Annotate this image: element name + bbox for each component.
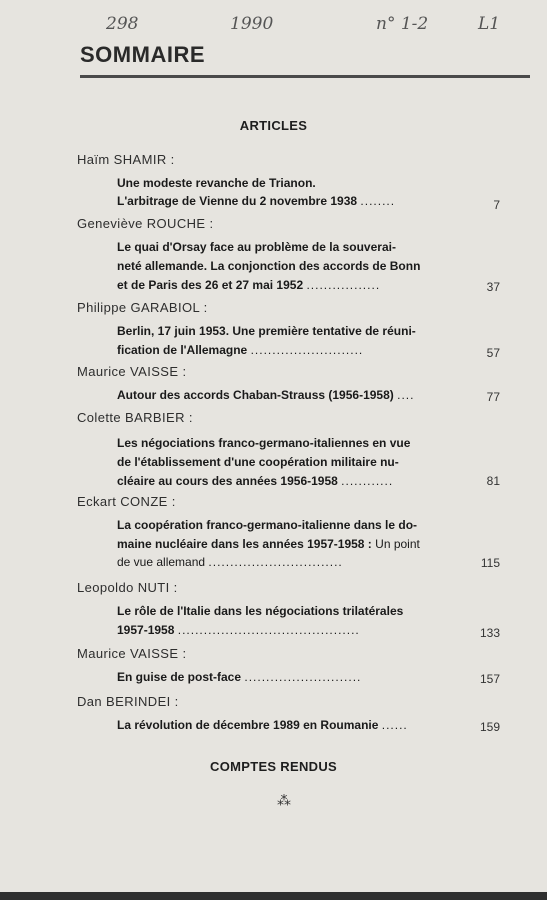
leader-dots: ......	[381, 718, 408, 732]
leader-dots: ..........................	[250, 343, 364, 357]
entry-title-line: Le quai d'Orsay face au problème de la souverai-	[117, 240, 396, 254]
entry-title-line	[117, 474, 393, 488]
entry-title-line: Le rôle de l'Italie dans les négociations trilatérales	[117, 604, 404, 618]
entry-title-line: neté allemande. La conjonction des accords de Bonn	[117, 259, 421, 273]
page-number: 77	[486, 390, 500, 404]
entry-title-line: Les négociations franco-germano-italiennes en vue	[117, 436, 411, 450]
leader-dots: ........	[360, 194, 396, 208]
entry-author: Maurice VAISSE :	[77, 364, 187, 379]
entry-title-text: cléaire au cours des années 1956-1958	[117, 474, 338, 488]
entry-title-line	[117, 278, 380, 292]
leader-dots: ..........................................	[177, 623, 360, 637]
page-title: SOMMAIRE	[80, 42, 205, 67]
page-number: 115	[480, 556, 500, 570]
entry-title-text: fication de l'Allemagne	[117, 343, 248, 357]
entry-author: Colette BARBIER :	[77, 410, 193, 425]
entry-title-suffix: Un point	[375, 537, 420, 551]
asterism-ornament: ⁂	[277, 792, 291, 808]
entry-title-text: L'arbitrage de Vienne du 2 novembre 1938	[117, 194, 358, 208]
comptes-rendus-heading: COMPTES RENDUS	[210, 759, 337, 774]
articles-heading: ARTICLES	[239, 118, 308, 133]
leader-dots: ...........................	[244, 670, 362, 684]
entry-title-line: La coopération franco-germano-italienne dans le do-	[117, 518, 418, 532]
entry-title-text: maine nucléaire dans les années 1957-1958 :	[117, 537, 372, 551]
entry-title-text: En guise de post-face	[117, 670, 242, 684]
page-number: 7	[493, 198, 500, 212]
entry-title-line	[117, 537, 420, 551]
leader-dots: ....	[397, 388, 415, 402]
entry-title-line	[117, 623, 360, 637]
page-number: 159	[479, 720, 500, 734]
entry-title-text: Autour des accords Chaban-Strauss (1956-1958)	[117, 388, 394, 402]
entry-author: Geneviève ROUCHE :	[77, 216, 214, 231]
entry-title-line	[117, 388, 414, 402]
entry-title-text: 1957-1958	[117, 623, 175, 637]
page-number: 57	[486, 346, 500, 360]
leader-dots: ...............................	[208, 555, 343, 569]
entry-title-line: de l'établissement d'une coopération militaire nu-	[117, 455, 399, 469]
handwritten-number: 298	[106, 14, 139, 34]
entry-author: Dan BERINDEI :	[77, 694, 179, 709]
entry-title-text: de vue allemand	[117, 555, 206, 569]
entry-title-text: et de Paris des 26 et 27 mai 1952	[117, 278, 304, 292]
entry-author: Haïm SHAMIR :	[77, 152, 175, 167]
page-bottom-edge	[0, 892, 547, 900]
entry-author: Philippe GARABIOL :	[77, 300, 208, 315]
title-rule	[80, 75, 530, 78]
leader-dots: ............	[341, 474, 394, 488]
entry-title-line	[117, 194, 395, 208]
page-number: 81	[486, 474, 500, 488]
handwritten-mark: L1	[478, 14, 501, 34]
page-number: 133	[479, 626, 500, 640]
entry-author: Maurice VAISSE :	[77, 646, 187, 661]
handwritten-issue: n° 1-2	[376, 14, 429, 34]
entry-title-text: La révolution de décembre 1989 en Roumanie	[117, 718, 379, 732]
entry-title-line: Une modeste revanche de Trianon.	[117, 176, 316, 190]
entry-title-line	[117, 670, 361, 684]
entry-title-line: Berlin, 17 juin 1953. Une première tentative de réuni-	[117, 324, 416, 338]
page-number: 157	[479, 672, 500, 686]
handwritten-year: 1990	[230, 14, 274, 34]
entry-title-line	[117, 343, 363, 357]
leader-dots: .................	[306, 278, 381, 292]
entry-author: Eckart CONZE :	[77, 494, 176, 509]
entry-title-line	[117, 718, 408, 732]
page-number: 37	[486, 280, 500, 294]
entry-title-line	[117, 555, 343, 569]
entry-author: Leopoldo NUTI :	[77, 580, 178, 595]
